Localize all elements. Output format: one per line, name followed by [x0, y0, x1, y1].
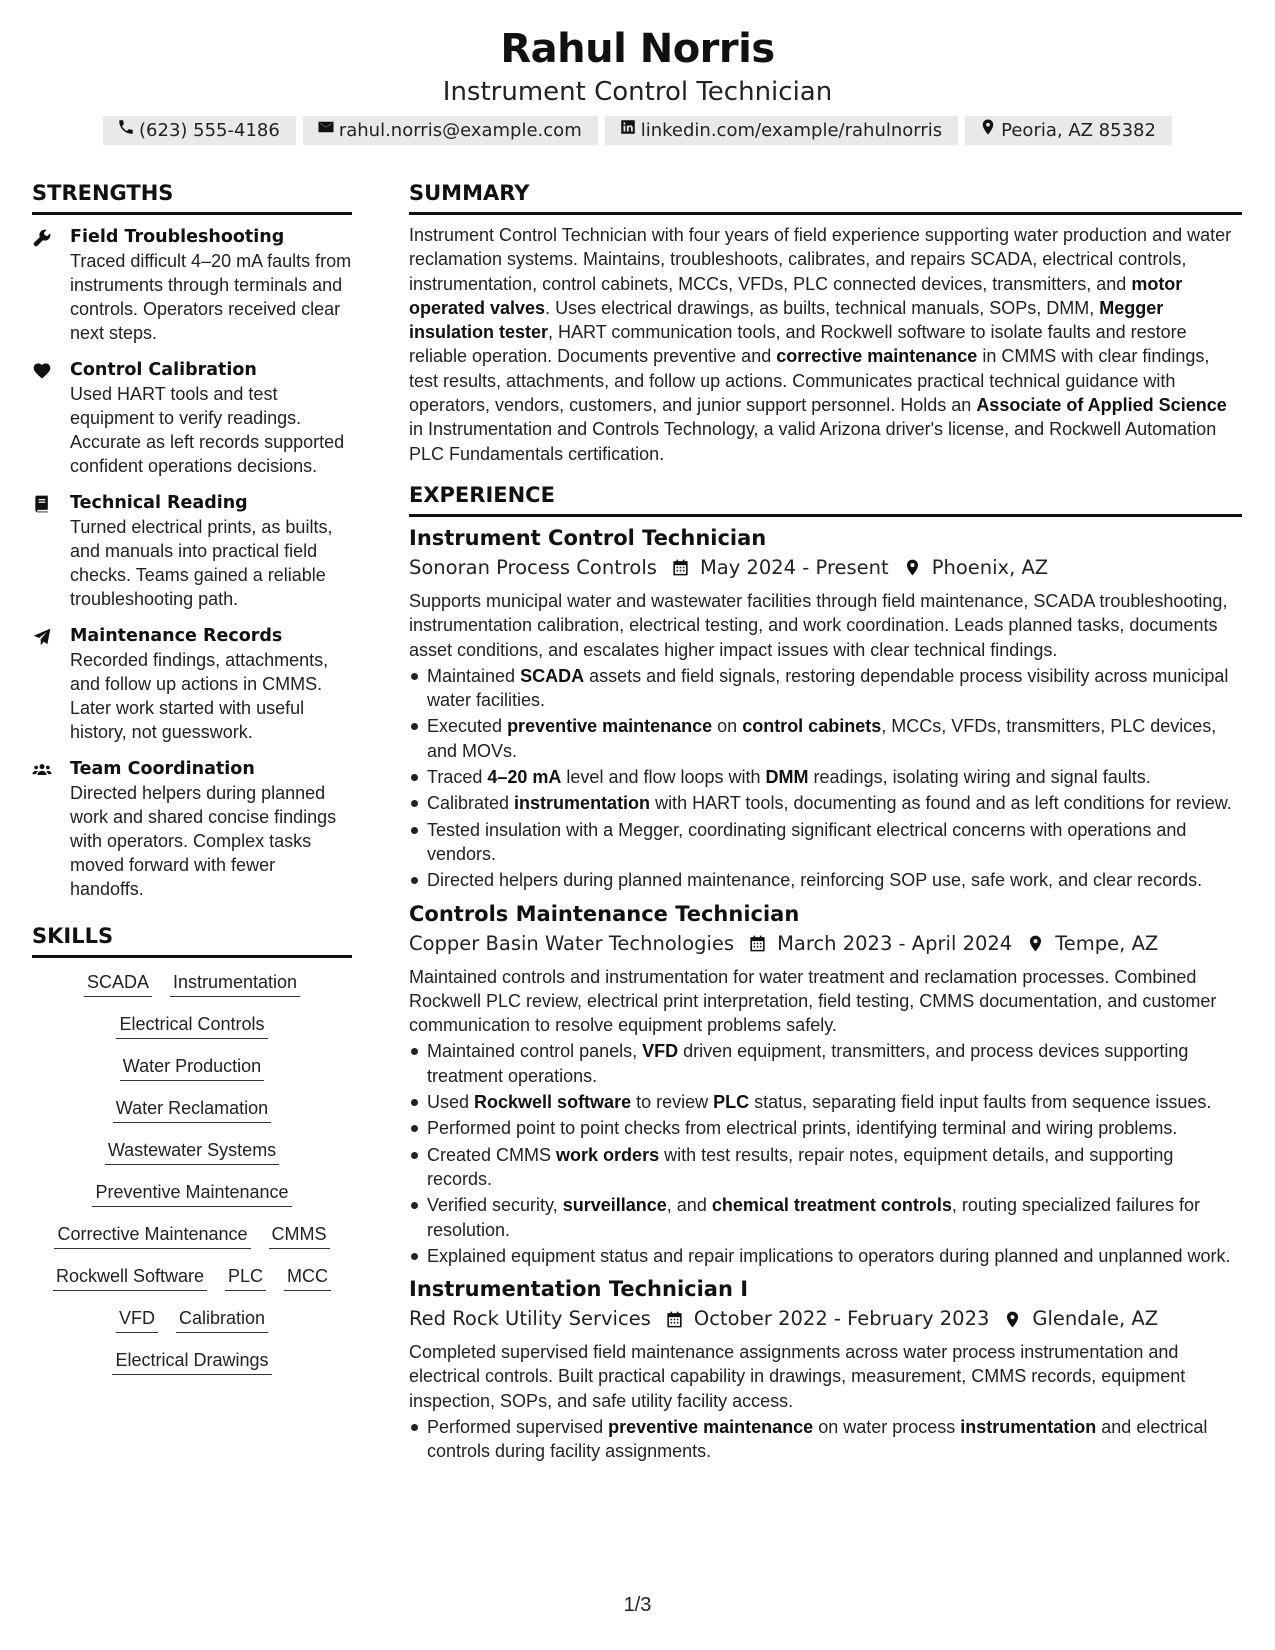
contact-linkedin[interactable]: [605, 116, 958, 145]
job-location: Phoenix, AZ: [931, 555, 1049, 579]
text-run: on water process: [813, 1416, 961, 1437]
skill-tag: VFD: [116, 1306, 158, 1333]
strength-item: [32, 624, 352, 744]
bold-text: Rockwell software: [474, 1092, 632, 1113]
text-run: . Uses electrical drawings, as builts, technical manuals, SOPs, DMM,: [545, 297, 1100, 318]
job-description: Maintained controls and instrumentation for water treatment and reclamation processes. Combined Rockwell PLC review, electrical print interpretation, field testing, CMMS documentation, and customer communication to resolve equipment problems safely.: [409, 966, 1217, 1036]
strength-title: Technical Reading: [70, 493, 248, 513]
skill-tag: Preventive Maintenance: [92, 1180, 291, 1207]
text-run: and electrical controls during facility assignments.: [427, 1416, 1208, 1462]
skill-tag: Water Production: [120, 1054, 264, 1081]
job-location: Tempe, AZ: [1055, 931, 1159, 955]
contact-location-text: Peoria, AZ 85382: [1001, 119, 1156, 141]
text-run: , routing specialized failures for resolution.: [427, 1195, 1201, 1240]
linkedin-icon: [619, 118, 637, 143]
bullet-item: [409, 791, 1242, 815]
bullet-item: [409, 818, 1242, 867]
strength-title: Team Coordination: [70, 759, 255, 779]
bold-text: PLC: [713, 1092, 750, 1113]
text-run: Explained equipment status and repair implications to operators during planned and unplanned work.: [427, 1245, 1231, 1266]
strength-title: Maintenance Records: [70, 626, 283, 646]
skill-tag: Instrumentation: [170, 970, 300, 997]
bullet-item: [409, 765, 1242, 789]
text-run: Used: [427, 1092, 475, 1113]
bold-text: surveillance: [562, 1195, 667, 1216]
job-bullets: [409, 1415, 1242, 1464]
strength-desc: Traced difficult 4–20 mA faults from instruments through terminals and controls. Operators received clear next steps.: [70, 251, 352, 343]
heart-icon: [32, 361, 52, 381]
job-bullets: [409, 1039, 1242, 1268]
job-entry: [409, 523, 1242, 893]
skill-tag: MCC: [284, 1264, 331, 1291]
contact-phone-text: (623) 555-4186: [139, 119, 280, 141]
skills-heading: SKILLS: [32, 923, 352, 958]
bold-text: work orders: [556, 1144, 660, 1165]
strength-desc: Used HART tools and test equipment to verify readings. Accurate as left records supported confident operations decisions.: [70, 384, 345, 476]
text-run: , MCCs, VFDs, transmitters, PLC devices, and MOVs.: [427, 716, 1217, 761]
bullet-item: [409, 664, 1242, 713]
text-run: in CMMS with clear findings, test results, attachments, and follow up actions. Communicates practical technical guidance with operators, vendors, customers, and junior support personnel. Holds an: [409, 346, 1210, 416]
text-run: , and: [666, 1195, 712, 1216]
candidate-title: Instrument Control Technician: [442, 77, 833, 107]
summary-text: [409, 223, 1242, 466]
strength-item: [32, 491, 352, 611]
resume-header: [0, 20, 1275, 145]
job-title: Controls Maintenance Technician: [409, 901, 800, 926]
text-run: on: [712, 716, 743, 737]
calendar-icon: [748, 934, 767, 953]
skill-row: [32, 1012, 352, 1039]
calendar-icon: [665, 1310, 684, 1329]
calendar-icon: [671, 558, 690, 577]
job-dates: March 2023 - April 2024: [777, 931, 1013, 955]
bold-text: 4–20 mA: [487, 767, 562, 788]
bullet-item: [409, 1193, 1242, 1242]
job-dates: May 2024 - Present: [699, 555, 889, 579]
skill-row: [32, 1222, 352, 1249]
text-run: Maintained: [427, 665, 521, 686]
bullet-item: [409, 1039, 1242, 1088]
job-meta: [409, 553, 1242, 583]
bold-text: chemical treatment controls: [711, 1195, 952, 1216]
contact-bar: [0, 116, 1275, 145]
bold-text: preventive maintenance: [608, 1416, 814, 1437]
strength-title: Control Calibration: [70, 360, 257, 380]
bold-text: VFD: [642, 1041, 679, 1062]
contact-email[interactable]: [303, 116, 598, 145]
strengths-heading: STRENGTHS: [32, 180, 352, 215]
skills-list: [32, 970, 352, 1375]
text-run: Maintained control panels,: [427, 1041, 643, 1062]
job-meta: [409, 929, 1242, 959]
strength-desc: Recorded findings, attachments, and follow up actions in CMMS. Later work started with useful history, not guesswork.: [70, 650, 329, 742]
job-meta: [409, 1304, 1242, 1334]
skill-tag: Rockwell Software: [53, 1264, 207, 1291]
bullet-item: [409, 714, 1242, 763]
bold-text: instrumentation: [960, 1416, 1097, 1437]
skill-row: [32, 1138, 352, 1165]
job-dates: October 2022 - February 2023: [693, 1307, 990, 1331]
text-run: level and flow loops with: [561, 767, 766, 788]
bullet-item: [409, 1244, 1242, 1268]
bold-text: control cabinets: [742, 716, 882, 737]
contact-linkedin-text: linkedin.com/example/rahulnorris: [640, 119, 943, 141]
bullet-item: [409, 1116, 1242, 1140]
job-company: Red Rock Utility Services: [409, 1307, 651, 1331]
text-run: Tested insulation with a Megger, coordinating significant electrical concerns with operations and vendors.: [427, 819, 1187, 864]
text-run: readings, isolating wiring and signal faults.: [808, 767, 1151, 788]
job-entry: [409, 899, 1242, 1269]
text-run: Performed point to point checks from electrical prints, identifying terminal and wiring problems.: [427, 1118, 1178, 1139]
candidate-name: Rahul Norris: [500, 26, 775, 72]
bold-text: DMM: [765, 767, 809, 788]
phone-icon: [117, 118, 135, 143]
skill-tag: Electrical Drawings: [112, 1348, 271, 1375]
bold-text: corrective maintenance: [776, 346, 978, 367]
skill-tag: SCADA: [84, 970, 152, 997]
text-run: Directed helpers during planned maintenance, reinforcing SOP use, safe work, and clear records.: [427, 870, 1203, 891]
skill-row: [32, 1096, 352, 1123]
right-column: [409, 180, 1242, 1466]
skill-tag: Wastewater Systems: [105, 1138, 279, 1165]
experience-list: [409, 523, 1242, 1464]
map-pin-icon: [1003, 1310, 1022, 1329]
text-run: Calibrated: [427, 793, 515, 814]
experience-heading: EXPERIENCE: [409, 482, 1242, 517]
text-run: with test results, repair notes, equipment details, and supporting records.: [427, 1144, 1174, 1189]
contact-phone[interactable]: [103, 116, 296, 145]
map-pin-icon: [1026, 934, 1045, 953]
text-run: with HART tools, documenting as found and as left conditions for review.: [650, 793, 1232, 814]
skill-tag: CMMS: [269, 1222, 330, 1249]
bold-text: preventive maintenance: [507, 716, 713, 737]
job-description: Supports municipal water and wastewater facilities through field maintenance, SCADA troubleshooting, instrumentation calibration, electrical testing, and work coordination. Leads planned tasks, documents asset conditions, and escalates higher impact issues with clear technical findings.: [409, 590, 1228, 660]
job-company: Sonoran Process Controls: [409, 555, 657, 579]
envelope-icon: [317, 118, 335, 143]
skill-row: [32, 970, 352, 997]
bold-text: Megger insulation tester: [409, 297, 1164, 343]
bullet-item: [409, 1415, 1242, 1464]
bold-text: motor operated valves: [409, 273, 1183, 318]
text-run: driven equipment, transmitters, and process devices supporting treatment operations.: [427, 1041, 1189, 1086]
skill-row: [32, 1264, 352, 1291]
paper-plane-icon: [32, 627, 52, 647]
map-pin-icon: [979, 118, 997, 143]
skill-row: [32, 1180, 352, 1207]
skill-row: [32, 1306, 352, 1333]
strength-item: [32, 757, 352, 901]
skill-tag: Corrective Maintenance: [54, 1222, 250, 1249]
strength-desc: Turned electrical prints, as builts, and manuals into practical field checks. Teams gained a reliable troubleshooting path.: [70, 517, 333, 609]
text-run: Traced: [427, 767, 488, 788]
users-icon: [32, 760, 52, 780]
text-run: Created CMMS: [427, 1144, 557, 1165]
job-title: Instrument Control Technician: [409, 525, 767, 550]
contact-email-text: rahul.norris@example.com: [338, 119, 582, 141]
text-run: assets and field signals, restoring dependable process visibility across municipal water facilities.: [427, 665, 1229, 711]
bullet-item: [409, 868, 1242, 892]
text-run: Instrument Control Technician with four years of field experience supporting water production and water reclamation systems. Maintains, troubleshoots, calibrates, and repairs SCADA, electrical controls, instrumentation, control cabinets, MCCs, VFDs, PLC connected devices, transmitters, and: [409, 225, 1232, 294]
skill-tag: Calibration: [176, 1306, 268, 1333]
job-entry: [409, 1274, 1242, 1463]
skill-row: [32, 1054, 352, 1081]
bold-text: Associate of Applied Science: [976, 395, 1227, 416]
map-pin-icon: [903, 558, 922, 577]
summary-heading: SUMMARY: [409, 180, 1242, 215]
text-run: in Instrumentation and Controls Technology, a valid Arizona driver's license, and Rockwell Automation PLC Fundamentals certification.: [409, 419, 1217, 464]
strength-title: Field Troubleshooting: [70, 227, 285, 247]
text-run: to review: [631, 1092, 714, 1113]
text-run: , HART communication tools, and Rockwell software to isolate faults and restore reliable operation. Documents preventive and: [409, 322, 1187, 367]
bold-text: instrumentation: [514, 793, 651, 814]
skill-tag: Electrical Controls: [116, 1012, 267, 1039]
text-run: Performed supervised: [427, 1416, 609, 1437]
skill-tag: Water Reclamation: [113, 1096, 271, 1123]
skill-tag: PLC: [225, 1264, 266, 1291]
book-icon: [32, 494, 52, 514]
strength-desc: Directed helpers during planned work and shared concise findings with operators. Complex tasks moved forward with fewer handoffs.: [70, 783, 337, 899]
wrench-icon: [32, 228, 52, 248]
job-location: Glendale, AZ: [1032, 1307, 1159, 1331]
left-column: [32, 180, 352, 1390]
text-run: Verified security,: [427, 1195, 563, 1216]
skill-row: [32, 1348, 352, 1375]
bullet-item: [409, 1090, 1242, 1114]
page-number: 1/3: [623, 1594, 652, 1616]
strength-item: [32, 358, 352, 478]
text-run: status, separating field input faults from sequence issues.: [749, 1092, 1212, 1113]
contact-location: [965, 116, 1172, 145]
strength-item: [32, 225, 352, 345]
job-title: Instrumentation Technician I: [409, 1277, 749, 1302]
job-company: Copper Basin Water Technologies: [409, 931, 735, 955]
job-description: Completed supervised field maintenance assignments across water process instrumentation and electrical controls. Built practical capability in drawings, measurement, CMMS records, equipment inspection, SOPs, and safe utility facility access.: [409, 1342, 1186, 1411]
job-bullets: [409, 664, 1242, 893]
bold-text: SCADA: [520, 665, 585, 686]
strengths-list: [32, 225, 352, 901]
bullet-item: [409, 1143, 1242, 1192]
text-run: Executed: [427, 716, 508, 737]
